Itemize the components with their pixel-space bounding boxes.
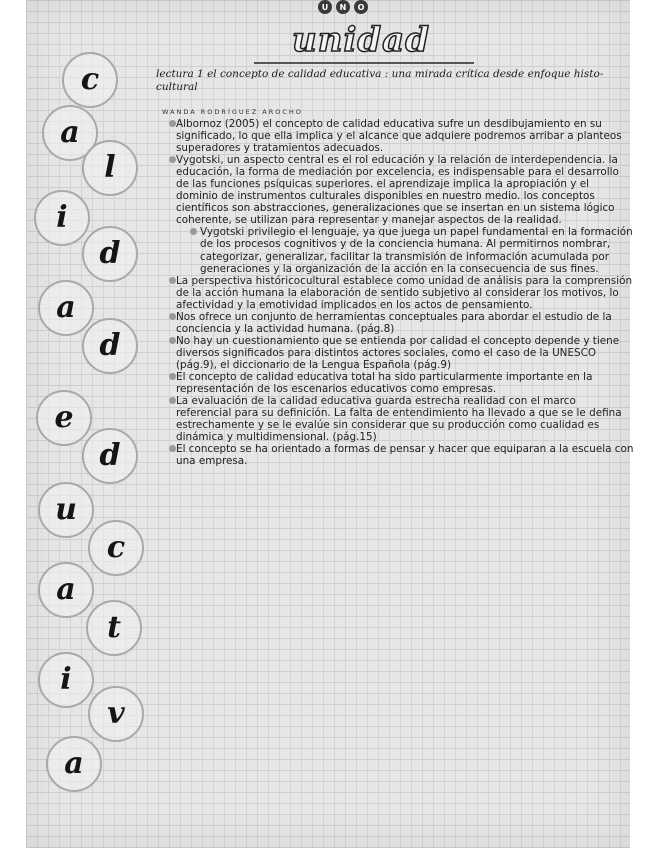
- notes-body: [176, 118, 634, 467]
- side-letter: d: [82, 428, 138, 484]
- note-paragraph: [176, 371, 634, 395]
- bullet-dot: [169, 445, 176, 452]
- unit-letter-o: O: [354, 0, 368, 14]
- side-letter: v: [88, 686, 144, 742]
- unit-letter-n: N: [336, 0, 350, 14]
- bullet-dot: [169, 120, 176, 127]
- side-letter: e: [36, 390, 92, 446]
- note-text: Vygotski privilegio el lenguaje, ya que juega un papel fundamental en la formación de los procesos cognitivos y de la conciencia humana. Al permitirnos nombrar, categorizar, generalizar, facilitar la transmisión de información acumulada por generaciones y la organización de la acción en la consecuencia de sus fines.: [200, 226, 633, 275]
- notebook-page: [26, 0, 634, 848]
- bullet-dot: [169, 313, 176, 320]
- note-paragraph: [176, 443, 634, 467]
- side-letter: a: [42, 105, 98, 161]
- bullet-dot: [169, 337, 176, 344]
- side-letter: c: [62, 52, 118, 108]
- reading-author: WANDA RODRÍGUEZ AROCHO: [162, 108, 303, 116]
- bullet-dot: [190, 228, 197, 235]
- note-text: El concepto se ha orientado a formas de pensar y hacer que equiparan a la escuela con una empresa.: [176, 443, 634, 468]
- bullet-dot: [169, 397, 176, 404]
- note-paragraph: [176, 226, 634, 274]
- side-letter: a: [38, 562, 94, 618]
- unit-label: [318, 0, 368, 14]
- side-letter: a: [38, 280, 94, 336]
- note-text: La evaluación de la calidad educativa guarda estrecha realidad con el marco referencial para su definición. La falta de entendimiento ha llevado a que se le defina estrechamente y se le evalúe sin considerar que su producción como cualidad es dinámica y multidimensional. (pág.15): [176, 395, 622, 444]
- side-letter: d: [82, 318, 138, 374]
- side-letter: a: [46, 736, 102, 792]
- note-text: Vygotski, un aspecto central es el rol educación y la relación de interdependencia. la educación, la forma de mediación por excelencia, es indispensable para el desarrollo de las funciones psíquicas superiores. el aprendizaje implica la apropiación y el dominio de instrumentos culturales disponibles en nuestro medio. los conceptos científicos son abstracciones, generalizaciones que se insertan en un sistema lógico coherente, se utilizan para representar y manejar aspectos de la realidad.: [176, 154, 619, 227]
- side-letter: t: [86, 600, 142, 656]
- reading-title: lectura 1 el concepto de calidad educativa : una mirada crítica desde enfoque histo-cultural: [156, 68, 604, 93]
- page-title: unidad: [292, 20, 430, 60]
- note-paragraph: [176, 395, 634, 443]
- title-underline: [254, 62, 474, 64]
- note-paragraph: [176, 118, 634, 154]
- note-text: No hay un cuestionamiento que se entienda por calidad el concepto depende y tiene diversos significados para distintos actores sociales, como el caso de la UNESCO (pág.9), el diccionario de la Lengua Española (pág.9): [176, 334, 620, 371]
- side-letter: c: [88, 520, 144, 576]
- note-paragraph: [176, 275, 634, 311]
- note-text: Albornoz (2005) el concepto de calidad educativa sufre un desdibujamiento en su significado, lo que ella implica y el alcance que adquiere podremos arribar a planteos superadores y tratamientos adecuados.: [176, 118, 622, 155]
- note-paragraph: [176, 311, 634, 335]
- bullet-dot: [169, 156, 176, 163]
- note-paragraph: [176, 154, 634, 226]
- note-paragraph: [176, 335, 634, 371]
- note-text: La perspectiva históricocultural establece como unidad de análisis para la comprensión de la acción humana la elaboración de sentido subjetivo al considerar los motivos, lo afectividad y la emotividad implicados en los actos de pensamiento.: [176, 274, 633, 311]
- note-text: Nos ofrece un conjunto de herramientas conceptuales para abordar el estudio de la conciencia y la actividad humana. (pág.8): [176, 310, 612, 335]
- side-letter: l: [82, 140, 138, 196]
- note-text: El concepto de calidad educativa total ha sido particularmente importante en la representación de los escenarios educativos como empresas.: [176, 370, 593, 396]
- side-letter: d: [82, 226, 138, 282]
- bullet-dot: [169, 373, 176, 380]
- side-letter: i: [34, 190, 90, 246]
- unit-letter-u: U: [318, 0, 332, 14]
- side-letter: u: [38, 482, 94, 538]
- bullet-dot: [169, 277, 176, 284]
- side-letter: i: [38, 652, 94, 708]
